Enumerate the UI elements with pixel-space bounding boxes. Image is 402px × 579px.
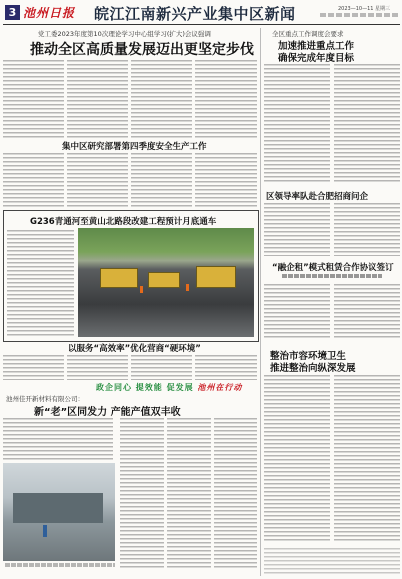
right-top-headline-2: 确保完成年度目标: [278, 53, 355, 64]
banner-part-4: 池州在行动: [197, 383, 243, 392]
sanitation-headline-2: 推进整治向纵深发展: [270, 363, 356, 374]
article-body: [334, 284, 400, 340]
lead-kicker: 党工委2023年度第10次理论学习中心组学习(扩大)会议强调: [38, 30, 211, 38]
article-body: [131, 60, 192, 138]
road-headline: G236青通河至黄山北路段改建工程预计月底通车: [30, 217, 217, 227]
campaign-banner: [96, 382, 242, 393]
article-body: [195, 355, 257, 380]
article-body: [120, 418, 164, 570]
leasing-subtitle: [282, 274, 382, 278]
article-body: [67, 153, 128, 207]
masthead-logo: 池州日报: [23, 6, 76, 20]
paver-machine: [100, 268, 138, 288]
company-kicker: 池州佳开新材料有限公司：: [6, 395, 84, 403]
worker-figure: [43, 525, 47, 537]
footer-note: [264, 548, 400, 574]
page-title: 皖江江南新兴产业集中区新闻: [94, 5, 296, 23]
worker-figure: [140, 286, 143, 293]
company-headline: 新“老”区同发力 产能产值双丰收: [34, 407, 181, 418]
right-top-kicker: 全区重点工作调度会要求: [272, 30, 344, 38]
column-divider: [260, 28, 261, 576]
article-body: [3, 355, 64, 380]
sanitation-headline-1: 整治市容环境卫生: [270, 351, 347, 362]
article-body: [3, 60, 64, 138]
factory-photo: [3, 463, 115, 561]
article-body: [264, 284, 330, 340]
article-body: [214, 418, 257, 570]
leasing-headline: “融企租”模式租赁合作协议签订: [272, 263, 394, 273]
header-divider: [3, 24, 400, 25]
article-body: [3, 153, 64, 207]
right-top-headline-1: 加速推进重点工作: [278, 41, 355, 52]
roller-machine: [148, 272, 180, 288]
issue-date: 2023—10—11 星期三: [338, 6, 391, 12]
article-body: [195, 60, 257, 138]
article-body: [195, 153, 257, 207]
banner-part-3: 促发展: [166, 383, 194, 392]
article-body: [264, 203, 330, 256]
investment-headline: 区领导率队赴合肥招商问企: [266, 192, 369, 202]
article-body: [131, 355, 192, 380]
road-construction-photo: [78, 228, 254, 337]
article-body: [334, 375, 400, 543]
article-body: [167, 418, 211, 570]
photo-caption: [5, 563, 115, 567]
banner-part-1: 政企同心: [96, 383, 132, 392]
article-body: [67, 60, 128, 138]
roller-machine: [196, 266, 236, 288]
article-body: [131, 153, 192, 207]
article-body: [67, 355, 128, 380]
lead-headline: 推动全区高质量发展迈出更坚定步伐: [30, 42, 254, 58]
article-body: [264, 375, 330, 543]
banner-part-2: 提效能: [135, 383, 163, 392]
service-headline: 以服务“高效率”优化营商“硬环境”: [68, 344, 201, 354]
article-body: [334, 203, 400, 256]
article-body: [264, 64, 330, 184]
safety-headline: 集中区研究部署第四季度安全生产工作: [62, 142, 207, 152]
editor-credits: [320, 13, 400, 17]
article-body: [7, 230, 74, 336]
page-number: 3: [5, 5, 20, 20]
article-body: [334, 64, 400, 184]
production-line: [13, 493, 103, 523]
article-body: [3, 418, 113, 460]
worker-figure: [186, 284, 189, 291]
